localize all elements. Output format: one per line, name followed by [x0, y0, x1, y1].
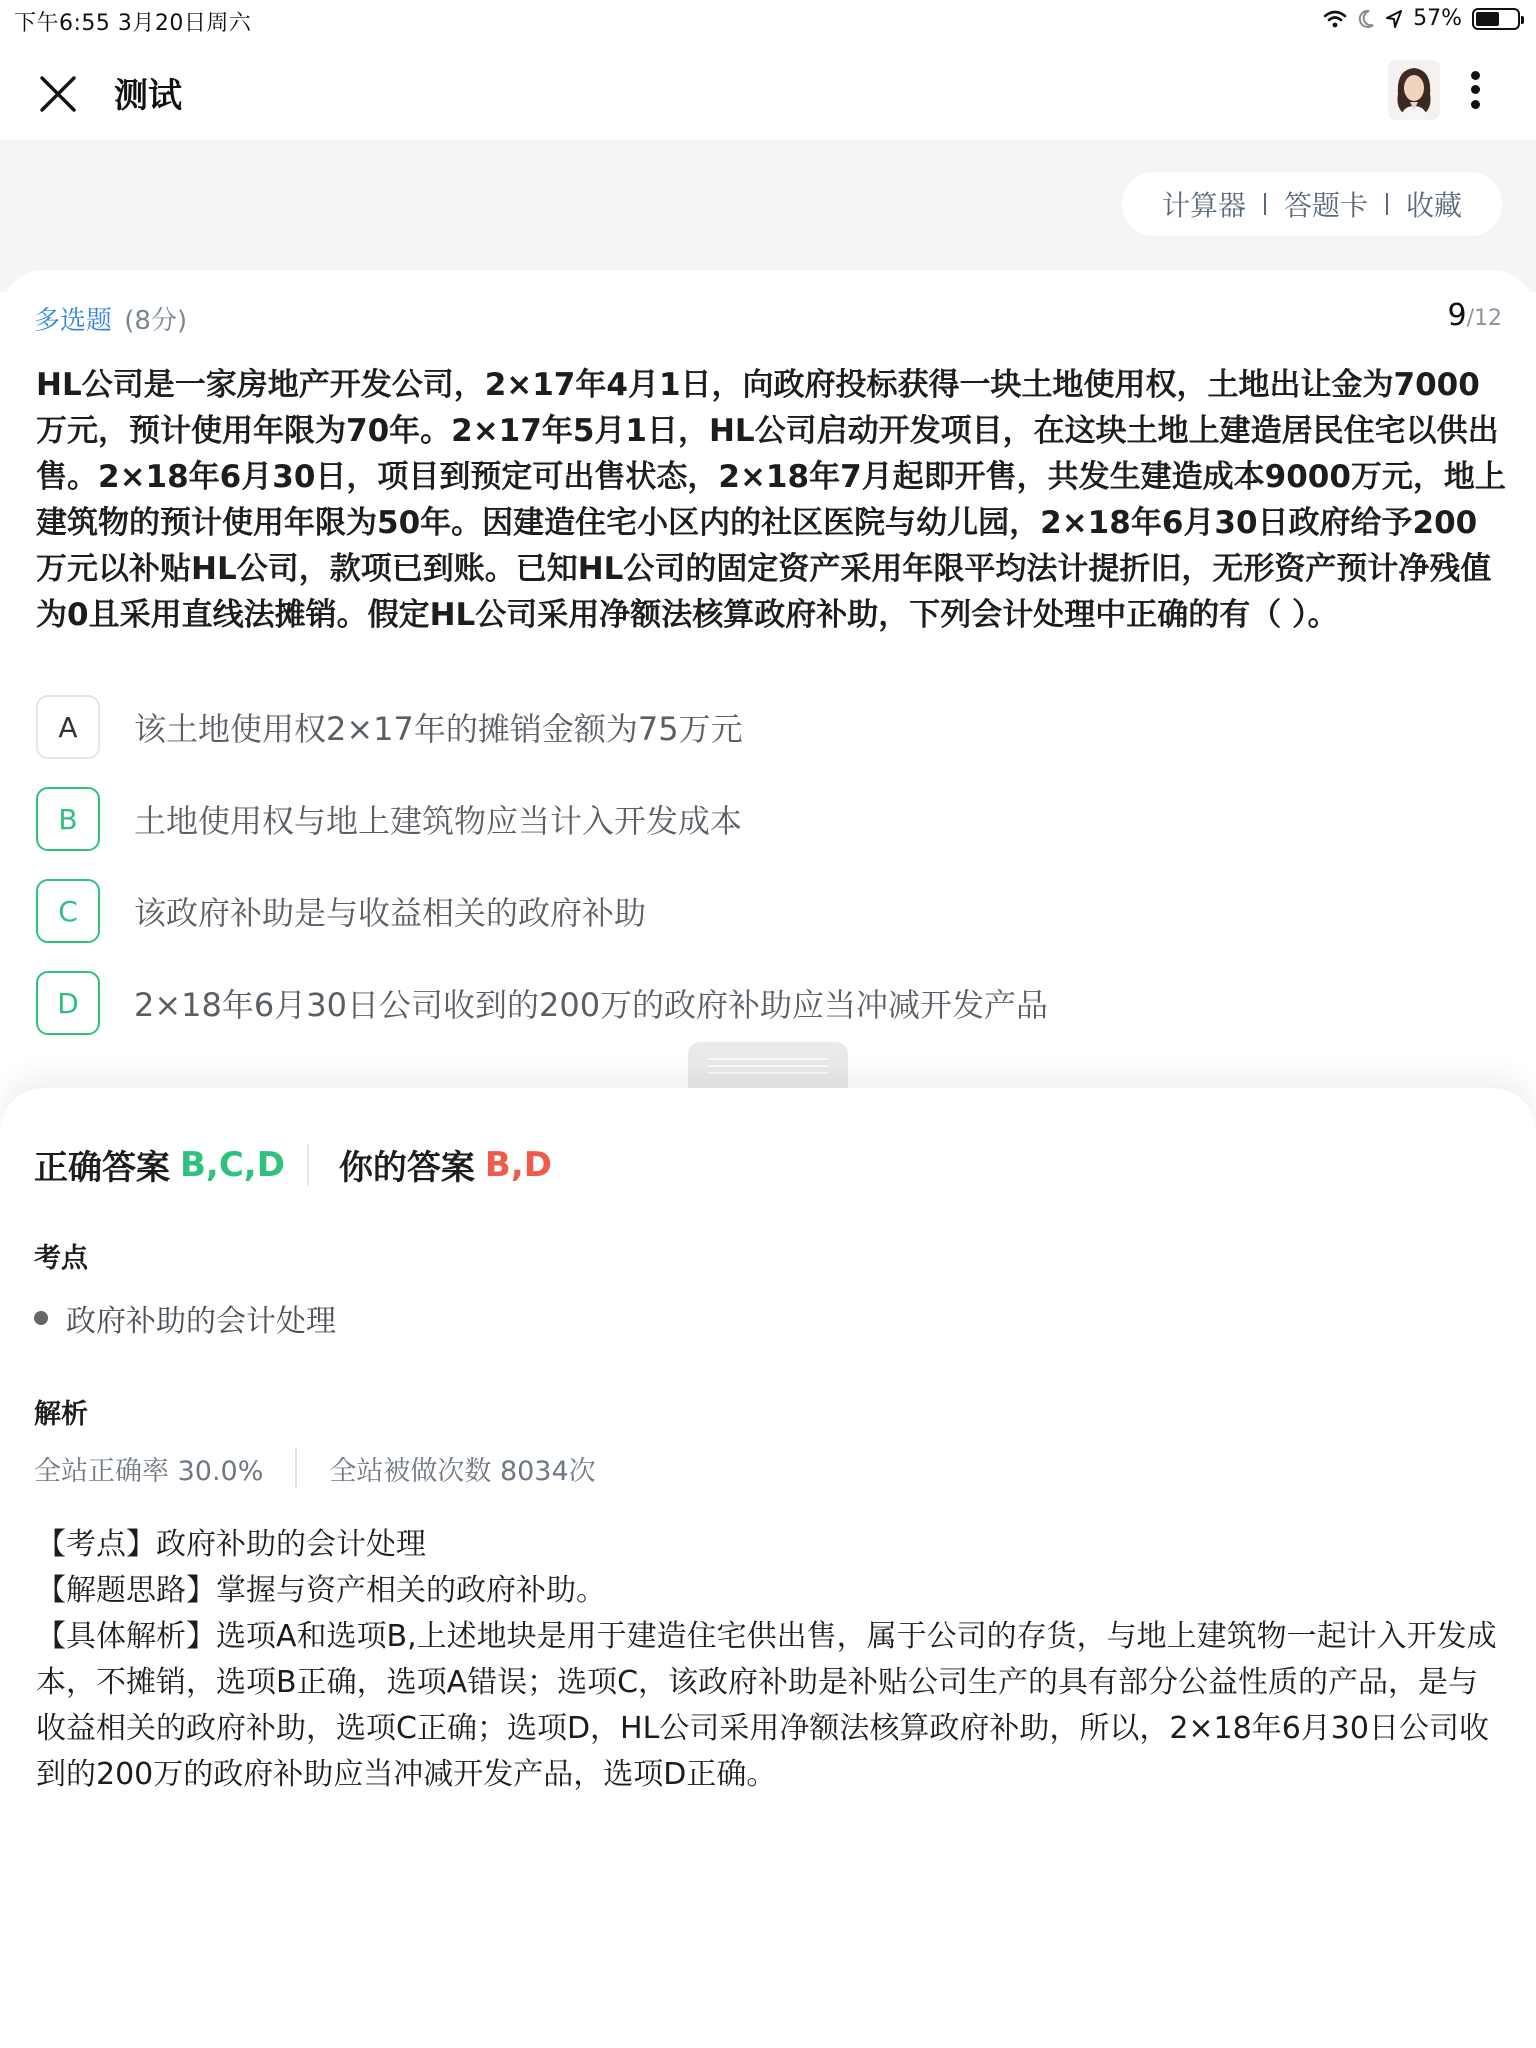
correct-answer-value: B,C,D: [180, 1144, 285, 1185]
question-total: /12: [1466, 306, 1502, 331]
your-answer-label: 你的答案: [338, 1148, 475, 1188]
answer-card-button[interactable]: 答题卡: [1283, 189, 1368, 222]
battery-icon: [1472, 8, 1520, 30]
top-nav: [0, 40, 1536, 140]
accuracy-rate: 全站正确率 30.0%: [34, 1455, 264, 1487]
status-bar: [0, 0, 1536, 40]
avatar[interactable]: [1388, 60, 1440, 120]
analysis-line: 【具体解析】选项A和选项B,上述地块是用于建造住宅供出售，属于公司的存货，与地上建筑物一起计入开发成本，不摊销，选项B正确，选项A错误；选项C，该政府补助是补贴公司生产的具有部分公益性质的产品，是与收益相关的政府补助，选项C正确；选项D，HL公司采用净额法核算政府补助，所以，2×18年6月30日公司收到的200万的政府补助应当冲减开发产品，选项D正确。: [36, 1619, 1497, 1792]
answer-divider: [307, 1144, 309, 1186]
option-letter: D: [36, 971, 100, 1035]
more-dot: [1471, 100, 1480, 109]
correct-answer-label: 正确答案: [34, 1148, 170, 1188]
bullet-icon: [34, 1311, 48, 1325]
status-time: 下午6:55 3月20日周六: [14, 11, 252, 36]
question-text: HL公司是一家房地产开发公司，2×17年4月1日，向政府投标获得一块土地使用权，土地出让金为7000万元，预计使用年限为70年。2×17年5月1日，HL公司启动开发项目，在这块土地上建造居民住宅以供出售。2×18年6月30日，项目到预定可出售状态，2×18年7月起即开售，共发生建造成本9000万元，地上建筑物的预计使用年限为50年。因建造住宅小区内的社区医院与幼儿园，2×18年6月30日政府给予200万元以补贴HL公司，款项已到账。已知HL公司的固定资产采用年限平均法计提折旧，无形资产预计净残值为0且采用直线法摊销。假定HL公司采用净额法核算政府补助，下列会计处理中正确的有（ ）。: [36, 367, 1506, 633]
tool-divider: [1386, 193, 1388, 215]
option-d[interactable]: [36, 970, 1048, 1036]
handle-line: [708, 1065, 828, 1067]
location-arrow-icon: [1385, 9, 1403, 29]
calculator-button[interactable]: 计算器: [1161, 189, 1246, 222]
option-letter: B: [36, 787, 100, 851]
point-item: [34, 1296, 336, 1340]
close-button[interactable]: [30, 66, 86, 122]
point-section-title: 考点: [34, 1243, 88, 1274]
battery-level: [1476, 12, 1499, 26]
question-stats: [34, 1448, 596, 1488]
battery-percent: 57%: [1413, 6, 1462, 31]
page-title: 测试: [114, 76, 182, 116]
question-score: (8分): [124, 306, 188, 336]
handle-line: [708, 1058, 828, 1060]
analysis-text: [36, 1522, 1506, 1798]
user-photo-icon: [1388, 60, 1440, 120]
more-dot: [1471, 71, 1480, 80]
your-answer-value: B,D: [484, 1144, 552, 1185]
close-icon: [38, 74, 78, 114]
option-text: 该政府补助是与收益相关的政府补助: [134, 894, 647, 932]
stats-divider: [295, 1448, 297, 1488]
favorite-button[interactable]: 收藏: [1405, 189, 1462, 222]
option-a[interactable]: [36, 694, 743, 760]
option-text: 2×18年6月30日公司收到的200万的政府补助应当冲减开发产品: [134, 986, 1049, 1024]
option-text: 该土地使用权2×17年的摊销金额为75万元: [134, 710, 743, 748]
option-letter: C: [36, 879, 100, 943]
more-options-button[interactable]: [1460, 62, 1490, 118]
status-right: [1323, 6, 1520, 31]
analysis-line: 【解题思路】掌握与资产相关的政府补助。: [36, 1573, 606, 1608]
question-type: [34, 300, 187, 337]
option-letter: A: [36, 695, 100, 759]
moon-icon: [1357, 9, 1375, 29]
tools-bar: [1122, 172, 1502, 236]
point-item-text: 政府补助的会计处理: [66, 1304, 336, 1339]
option-text: 土地使用权与地上建筑物应当计入开发成本: [134, 802, 743, 840]
option-c[interactable]: [36, 878, 646, 944]
handle-line: [708, 1072, 828, 1074]
panel-drag-handle[interactable]: [688, 1042, 848, 1090]
question-type-label: 多选题: [34, 306, 113, 336]
more-dot: [1471, 85, 1480, 94]
question-number: 9: [1447, 298, 1467, 333]
question-progress: [1448, 298, 1503, 333]
tool-divider: [1264, 193, 1266, 215]
attempt-count: 全站被做次数 8034次: [329, 1455, 596, 1487]
answer-summary: [34, 1140, 552, 1189]
analysis-line: 【考点】政府补助的会计处理: [36, 1527, 426, 1562]
analysis-section-title: 解析: [34, 1399, 88, 1430]
option-b[interactable]: [36, 786, 742, 852]
wifi-icon: [1323, 9, 1347, 29]
